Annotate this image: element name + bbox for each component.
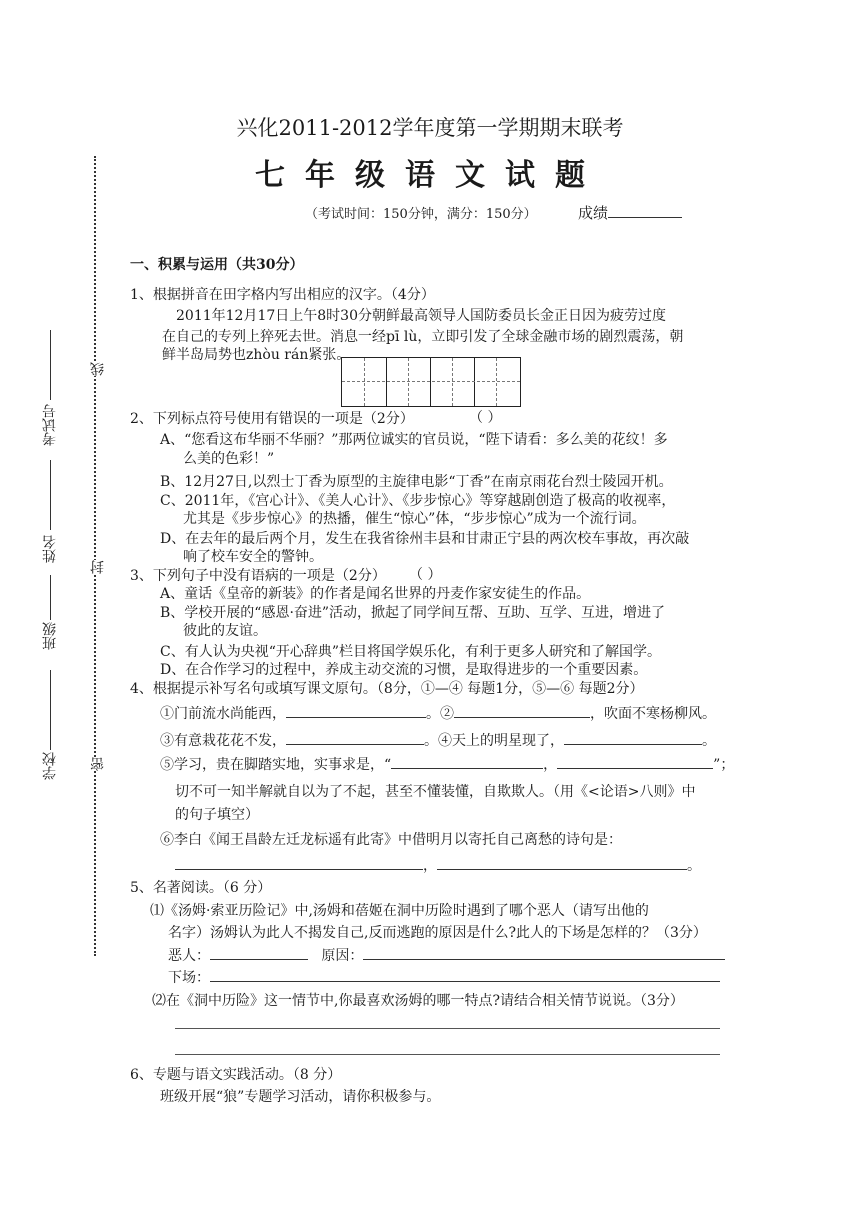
q4-4-end: 。 bbox=[702, 733, 716, 749]
q4-line5: 的句子填空） bbox=[175, 807, 259, 823]
q4-line7 bbox=[175, 855, 701, 875]
q3-option-d: D、在合作学习的过程中，养成主动交流的习惯，是取得进步的一个重要因素。 bbox=[160, 662, 648, 678]
q2-option-c: C、2011年，《宫心计》、《美人心计》、《步步惊心》等穿越剧创造了极高的收视率， bbox=[160, 493, 676, 509]
q4-5-text: ⑤学习，贵在脚踏实地，实事求是，“ bbox=[160, 757, 392, 773]
q4-6-end: 。 bbox=[687, 858, 701, 874]
q5-fate-row bbox=[168, 967, 720, 987]
q4-6b-blank[interactable] bbox=[437, 856, 687, 870]
q5-answer-line-1[interactable] bbox=[175, 1028, 720, 1029]
q4-2-blank[interactable] bbox=[454, 704, 590, 718]
seal-feng: 封 bbox=[90, 560, 106, 574]
q1-passage-line3: 鲜半岛局势也zhòu rán紧张。 bbox=[162, 347, 351, 363]
q6-intro: 班级开展“狼”专题学习活动，请你积极参与。 bbox=[160, 1089, 441, 1105]
q6-stem: 6、专题与语文实践活动。（8 分） bbox=[130, 1067, 342, 1083]
q4-4-text: 。④天上的明星现了， bbox=[424, 733, 564, 749]
tianzige-grid[interactable] bbox=[341, 357, 521, 407]
q4-line2 bbox=[160, 730, 716, 750]
q5-part2: ⑵在《洞中历险》这一情节中,你最喜欢汤姆的哪一特点?请结合相关情节说说。（3分） bbox=[152, 993, 684, 1009]
q4-line1 bbox=[160, 703, 716, 723]
q4-2-text: ，吹面不寒杨柳风。 bbox=[590, 706, 716, 722]
exam-no-blank[interactable] bbox=[50, 330, 51, 400]
q3-option-b: B、学校开展的“感恩·奋进”活动，掀起了同学间互帮、互助、互学、互进，增进了 bbox=[160, 605, 666, 621]
q1-stem: 1、根据拼音在田字格内写出相应的汉字。（4分） bbox=[130, 287, 435, 303]
q4-2-num: 。② bbox=[426, 706, 454, 722]
q2-option-a: A、“您看这布华丽不华丽？”那两位诚实的官员说，“陛下请看：多么美的花纹！多 bbox=[160, 432, 668, 448]
q2-option-a-cont: 么美的色彩！” bbox=[183, 451, 275, 467]
q3-option-a: A、童话《皇帝的新装》的作者是闻名世界的丹麦作家安徒生的作品。 bbox=[160, 586, 591, 602]
seal-xian: 线 bbox=[90, 362, 106, 376]
class-blank[interactable] bbox=[50, 575, 51, 620]
seal-mi: 密 bbox=[90, 757, 106, 771]
q4-1-blank[interactable] bbox=[286, 704, 426, 718]
binding-dotted-line bbox=[94, 156, 96, 956]
q5-part1-line2: 名字）汤姆认为此人不揭发自己,反而逃跑的原因是什么?此人的下场是怎样的？（3分） bbox=[168, 925, 707, 941]
q2-stem: 2、下列标点符号使用有错误的一项是（2分） bbox=[130, 411, 414, 427]
q4-stem: 4、根据提示补写名句或填写课文原句。（8分，①—④ 每题1分，⑤—⑥ 每题2分） bbox=[130, 681, 644, 697]
q4-5a-blank[interactable] bbox=[391, 755, 543, 769]
q2-answer-paren[interactable]: （ ） bbox=[469, 410, 502, 426]
school-blank[interactable] bbox=[50, 670, 51, 750]
q1-passage-line1: 2011年12月17日上午8时30分朝鲜最高领导人国防委员长金正日因为疲劳过度 bbox=[176, 308, 666, 324]
school-label: 学校 bbox=[42, 752, 58, 780]
score-blank[interactable] bbox=[608, 204, 682, 218]
score-field[interactable] bbox=[578, 202, 682, 223]
exam-meta: （考试时间：150分钟，满分：150分） bbox=[305, 207, 537, 222]
fate-label: 下场： bbox=[168, 970, 210, 986]
q3-stem: 3、下列句子中没有语病的一项是（2分） bbox=[130, 568, 386, 584]
q4-5-comma: ， bbox=[543, 757, 558, 773]
q3-answer-paren[interactable]: （ ） bbox=[409, 567, 442, 583]
q2-option-d-cont: 响了校车安全的警钟。 bbox=[183, 549, 323, 565]
villain-label: 恶人： bbox=[168, 948, 210, 964]
name-blank[interactable] bbox=[50, 460, 51, 530]
q4-3-blank[interactable] bbox=[286, 731, 424, 745]
q5-answer-line-2[interactable] bbox=[175, 1054, 720, 1055]
q5-villain-row bbox=[168, 945, 725, 965]
fate-blank[interactable] bbox=[210, 968, 720, 982]
paper-title: 七年级语文试题 bbox=[255, 158, 605, 193]
q4-5-end: ”； bbox=[713, 757, 735, 773]
name-label: 姓名 bbox=[42, 535, 58, 563]
q2-option-d: D、在去年的最后两个月，发生在我省徐州丰县和甘肃正宁县的两次校车事故，再次敲 bbox=[160, 531, 690, 547]
q4-6-comma: ， bbox=[423, 858, 437, 874]
exam-name: 兴化2011-2012学年度第一学期期末联考 bbox=[236, 116, 624, 140]
q1-passage-line2: 在自己的专列上猝死去世。消息一经pī lù，立即引发了全球金融市场的剧烈震荡，朝 bbox=[162, 329, 684, 345]
villain-blank[interactable] bbox=[210, 946, 308, 960]
exam-no-label: 考试号 bbox=[42, 404, 58, 446]
q2-option-b: B、12月27日,以烈士丁香为原型的主旋律电影“丁香”在南京雨花台烈士陵园开机。 bbox=[160, 474, 673, 490]
class-label: 班级 bbox=[42, 622, 58, 650]
reason-blank[interactable] bbox=[363, 946, 725, 960]
q4-line4: 切不可一知半解就自以为了不起，甚至不懂装懂，自欺欺人。（用《<论语>八则》中 bbox=[175, 784, 696, 800]
q4-1-text: ①门前流水尚能西， bbox=[160, 706, 286, 722]
q3-option-c: C、有人认为央视“开心辞典”栏目将国学娱乐化，有利于更多人研究和了解国学。 bbox=[160, 644, 662, 660]
reason-label: 原因： bbox=[321, 948, 364, 964]
q4-3-text: ③有意栽花花不发， bbox=[160, 733, 286, 749]
q3-option-b-cont: 彼此的友谊。 bbox=[183, 623, 267, 639]
q2-option-c-cont: 尤其是《步步惊心》的热播，催生“惊心”体，“步步惊心”成为一个流行词。 bbox=[183, 511, 646, 527]
q4-6a-blank[interactable] bbox=[175, 856, 423, 870]
q4-5b-blank[interactable] bbox=[557, 755, 713, 769]
q5-stem: 5、名著阅读。（6 分） bbox=[130, 880, 272, 896]
section-1-title: 一、积累与运用（共30分） bbox=[130, 257, 304, 273]
q5-part1-line1: ⑴《汤姆·索亚历险记》中,汤姆和蓓姬在洞中历险时遇到了哪个恶人（请写出他的 bbox=[150, 903, 649, 919]
score-label: 成绩 bbox=[578, 204, 609, 222]
q4-4-blank[interactable] bbox=[564, 731, 702, 745]
q4-line3 bbox=[160, 754, 734, 774]
q4-line6: ⑥李白《闻王昌龄左迁龙标遥有此寄》中借明月以寄托自己离愁的诗句是： bbox=[160, 832, 622, 848]
